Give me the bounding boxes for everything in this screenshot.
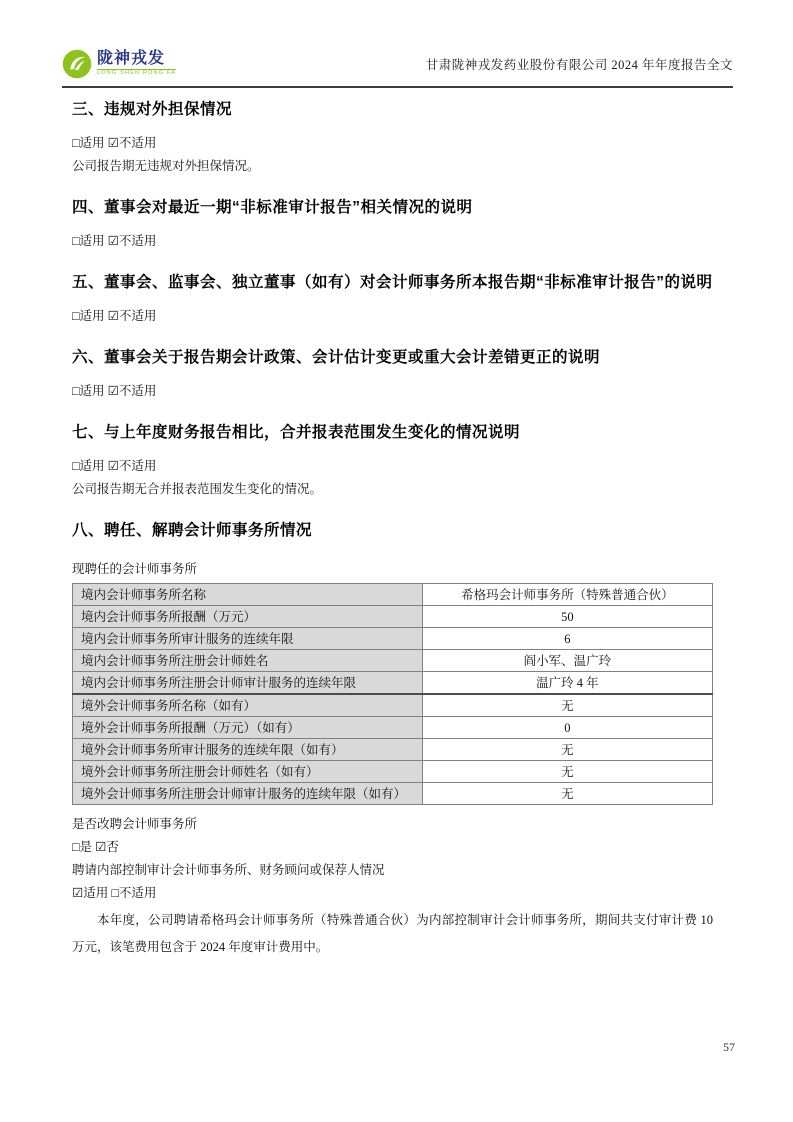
row-label-cell: 境内会计师事务所名称	[73, 584, 423, 606]
row-value-cell: 0	[422, 717, 712, 739]
section-heading-7: 七、与上年度财务报告相比，合并报表范围发生变化的情况说明	[72, 424, 521, 441]
internal-control-applicability: ☑适用 □不适用	[72, 886, 157, 900]
table-row	[73, 672, 713, 695]
table-row	[73, 739, 713, 761]
table-row	[73, 628, 713, 650]
row-value-cell: 温广玲 4 年	[422, 672, 712, 695]
brand-name-cn: 陇神戎发	[97, 50, 166, 68]
table-row	[73, 783, 713, 805]
row-label-cell: 境外会计师事务所报酬（万元）（如有）	[73, 717, 423, 739]
section-note-7: 公司报告期无合并报表范围发生变化的情况。	[72, 482, 323, 496]
internal-control-title: 聘请内部控制审计会计师事务所、财务顾问或保荐人情况	[72, 863, 385, 877]
applicability-line-3: □适用 ☑不适用	[72, 136, 157, 150]
row-value-cell: 无	[422, 739, 712, 761]
row-label-cell: 境外会计师事务所注册会计师姓名（如有）	[73, 761, 423, 783]
row-value-cell: 阎小军、温广玲	[422, 650, 712, 672]
row-label-cell: 境外会计师事务所名称（如有）	[73, 694, 423, 717]
row-label-cell: 境内会计师事务所注册会计师审计服务的连续年限	[73, 672, 423, 695]
audit-firm-table	[72, 583, 713, 805]
row-label-cell: 境内会计师事务所审计服务的连续年限	[73, 628, 423, 650]
row-value-cell: 无	[422, 694, 712, 717]
section-heading-6: 六、董事会关于报告期会计政策、会计估计变更或重大会计差错更正的说明	[72, 349, 601, 366]
page-body	[72, 90, 713, 961]
section-heading-4: 四、董事会对最近一期“非标准审计报告”相关情况的说明	[72, 199, 473, 216]
applicability-line-5: □适用 ☑不适用	[72, 309, 157, 323]
row-label-cell: 境外会计师事务所审计服务的连续年限（如有）	[73, 739, 423, 761]
change-firm-answer: □是 ☑否	[72, 840, 119, 854]
brand-name-en: LONG SHEN RONG FA	[97, 70, 177, 77]
page-number: 57	[723, 1040, 735, 1054]
row-label-cell: 境内会计师事务所注册会计师姓名	[73, 650, 423, 672]
applicability-line-4: □适用 ☑不适用	[72, 234, 157, 248]
table-row	[73, 694, 713, 717]
logo-circle-icon	[62, 49, 92, 79]
company-logo	[62, 49, 176, 79]
applicability-line-6: □适用 ☑不适用	[72, 384, 157, 398]
row-value-cell: 无	[422, 761, 712, 783]
brand-text	[97, 51, 176, 77]
row-value-cell: 50	[422, 606, 712, 628]
section-heading-5: 五、董事会、监事会、独立董事（如有）对会计师事务所本报告期“非标准审计报告”的说明	[72, 274, 713, 291]
internal-control-paragraph: 本年度，公司聘请希格玛会计师事务所（特殊普通合伙）为内部控制审计会计师事务所，期间共支付审计费 10 万元，该笔费用包含于 2024 年度审计费用中。	[72, 913, 713, 954]
table-row	[73, 761, 713, 783]
page-header	[62, 46, 733, 88]
table-row	[73, 717, 713, 739]
row-label-cell: 境外会计师事务所注册会计师审计服务的连续年限（如有）	[73, 783, 423, 805]
current-audit-firm-intro: 现聘任的会计师事务所	[72, 562, 198, 576]
section-note-3: 公司报告期无违规对外担保情况。	[72, 159, 260, 173]
change-firm-question: 是否改聘会计师事务所	[72, 817, 198, 831]
document-title: 甘肃陇神戎发药业股份有限公司 2024 年年度报告全文	[425, 58, 733, 72]
table-row	[73, 606, 713, 628]
row-label-cell: 境内会计师事务所报酬（万元）	[73, 606, 423, 628]
row-value-cell: 6	[422, 628, 712, 650]
table-row	[73, 584, 713, 606]
table-row	[73, 650, 713, 672]
row-value-cell: 无	[422, 783, 712, 805]
row-value-cell: 希格玛会计师事务所（特殊普通合伙）	[422, 584, 712, 606]
applicability-line-7: □适用 ☑不适用	[72, 459, 157, 473]
section-heading-8: 八、聘任、解聘会计师事务所情况	[72, 522, 313, 539]
section-heading-3: 三、违规对外担保情况	[72, 101, 233, 118]
